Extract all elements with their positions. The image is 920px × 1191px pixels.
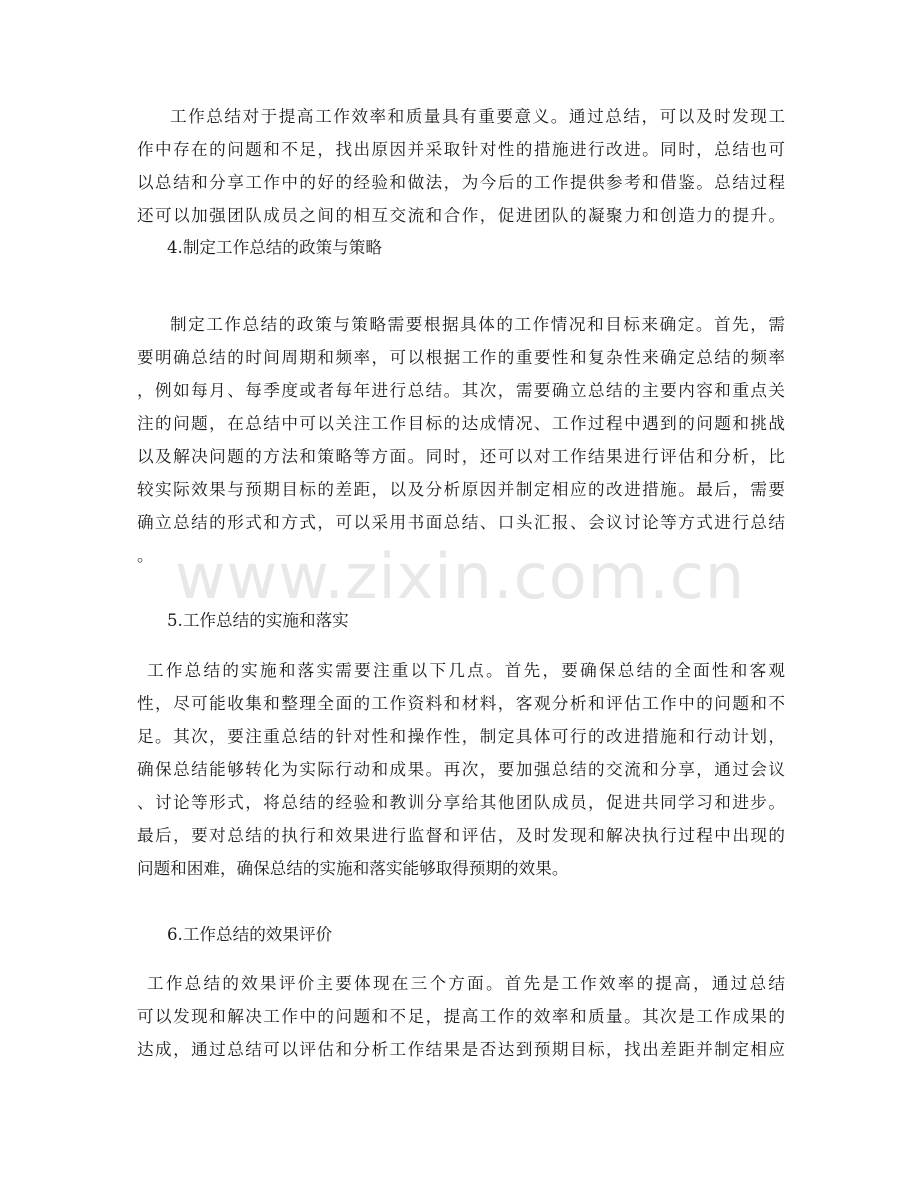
- text-line: 较实际效果与预期目标的差距，以及分析原因并制定相应的改进措施。最后，需要: [137, 480, 785, 499]
- text-line: 足。其次，要注重总结的针对性和操作性，制定具体可行的改进措施和行动计划，: [137, 727, 785, 746]
- text-line: 要明确总结的时间周期和频率，可以根据工作的重要性和复杂性来确定总结的频率: [137, 348, 785, 367]
- text-line: 达成，通过总结可以评估和分析工作结果是否达到预期目标，找出差距并制定相应: [137, 1040, 785, 1059]
- text-line: 还可以加强团队成员之间的相互交流和合作，促进团队的凝聚力和创造力的提升。: [137, 206, 785, 225]
- paragraph-evaluation: [137, 967, 785, 1066]
- text-line: 作中存在的问题和不足，找出原因并采取针对性的措施进行改进。同时，总结也可: [137, 140, 785, 159]
- text-line: 确保总结能够转化为实际行动和成果。再次，要加强总结的交流和分享，通过会议: [137, 760, 785, 779]
- text-line: 可以发现和解决工作中的问题和不足，提高工作的效率和质量。其次是工作成果的: [137, 1007, 785, 1026]
- section-heading-5: 5.工作总结的实施和落实: [167, 611, 349, 630]
- text-line: 以及解决问题的方法和策略等方面。同时，还可以对工作结果进行评估和分析，比: [137, 447, 785, 466]
- text-line: 以总结和分享工作中的好的经验和做法，为今后的工作提供参考和借鉴。总结过程: [137, 173, 785, 192]
- text-line: 注的问题，在总结中可以关注工作目标的达成情况、工作过程中遇到的问题和挑战: [137, 414, 785, 433]
- text-line: 工作总结的实施和落实需要注重以下几点。首先，要确保总结的全面性和客观: [147, 661, 785, 680]
- text-line: 制定工作总结的政策与策略需要根据具体的工作情况和目标来确定。首先，需: [170, 315, 785, 334]
- text-line: 。: [137, 546, 154, 565]
- text-line: 工作总结的效果评价主要体现在三个方面。首先是工作效率的提高，通过总结: [147, 974, 785, 993]
- text-line: 性，尽可能收集和整理全面的工作资料和材料，客观分析和评估工作中的问题和不: [137, 694, 785, 713]
- text-line: 确立总结的形式和方式，可以采用书面总结、口头汇报、会议讨论等方式进行总结: [137, 513, 785, 532]
- text-line: 最后，要对总结的执行和效果进行监督和评估，及时发现和解决执行过程中出现的: [137, 826, 785, 845]
- text-line: ，例如每月、每季度或者每年进行总结。其次，需要确立总结的主要内容和重点关: [137, 381, 785, 400]
- section-heading-4: 4.制定工作总结的政策与策略: [167, 238, 382, 257]
- paragraph-policy: [137, 308, 785, 572]
- watermark: www.zixin.com.cn: [174, 540, 746, 613]
- paragraph-implementation: [137, 654, 785, 885]
- text-line: 、讨论等形式，将总结的经验和教训分享给其他团队成员，促进共同学习和进步。: [137, 793, 785, 812]
- text-line: 工作总结对于提高工作效率和质量具有重要意义。通过总结，可以及时发现工: [170, 107, 785, 126]
- text-line: 问题和困难，确保总结的实施和落实能够取得预期的效果。: [137, 859, 569, 878]
- section-heading-6: 6.工作总结的效果评价: [167, 925, 333, 944]
- paragraph-importance: [137, 100, 785, 232]
